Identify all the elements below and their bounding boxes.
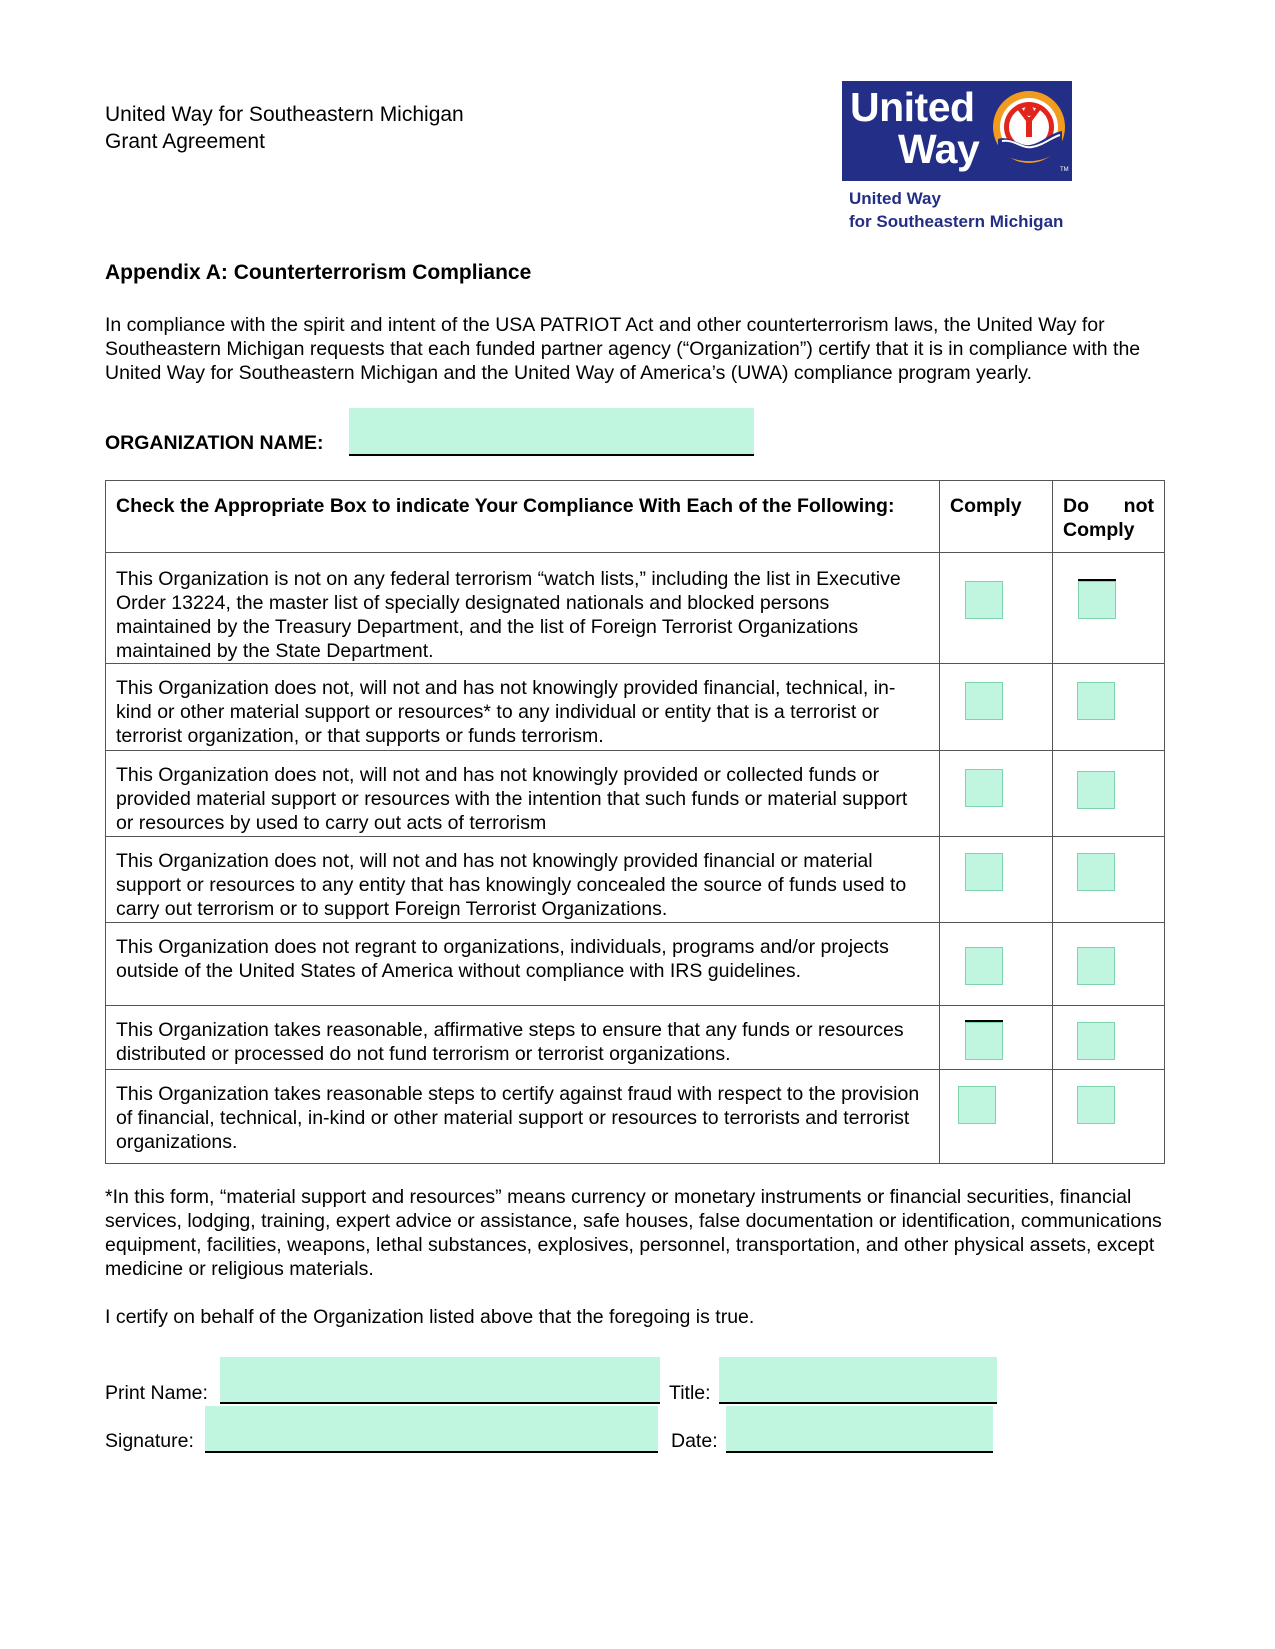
- statement-text: This Organization does not, will not and has not knowingly provided financial or material support or resources to any entity that has knowingly concealed the source of funds used to carry out terrorism or to support Foreign Terrorist Organizations.: [106, 837, 940, 923]
- organization-name-label: ORGANIZATION NAME:: [105, 432, 324, 454]
- logo-sub-line1: United Way: [849, 189, 941, 208]
- comply-checkbox[interactable]: [965, 1022, 1003, 1060]
- united-way-logo: [842, 81, 1078, 236]
- do-not-comply-checkbox[interactable]: [1078, 581, 1116, 619]
- header-document-type: Grant Agreement: [105, 130, 265, 153]
- comply-cell: [940, 837, 1053, 923]
- intro-paragraph: In compliance with the spirit and intent of the USA PATRIOT Act and other counterterrorism laws, the United Way for Southeastern Michigan requests that each funded partner agency (“Organization”) certify that it is in compliance with the United Way for Southeastern Michigan and the United Way of America’s (UWA) compliance program yearly.: [105, 314, 1141, 384]
- statement-text: This Organization does not, will not and has not knowingly provided or collected funds or provided material support or resources with the intention that such funds or material support or resources by used to carry out acts of terrorism: [106, 751, 940, 837]
- logo-word-way: Way: [898, 126, 980, 172]
- logo-block: [842, 81, 1072, 181]
- do-not-comply-cell: [1053, 1006, 1165, 1070]
- statement-text: This Organization takes reasonable steps to certify against fraud with respect to the provision of financial, technical, in-kind or other material support or resources to terrorists and terrorist organizations.: [106, 1070, 940, 1164]
- do-not-comply-checkbox[interactable]: [1077, 947, 1115, 985]
- logo-word-united: United: [850, 84, 975, 130]
- certification-statement: I certify on behalf of the Organization listed above that the foregoing is true.: [105, 1306, 755, 1328]
- print-name-field[interactable]: [220, 1357, 660, 1404]
- header-comply-word: Comply: [1063, 519, 1135, 541]
- date-label: Date:: [671, 1430, 718, 1452]
- table-row: [106, 1070, 1165, 1164]
- table-row: [106, 923, 1165, 1006]
- do-not-comply-checkbox[interactable]: [1077, 771, 1115, 809]
- print-name-label: Print Name:: [105, 1382, 208, 1404]
- page-title: Appendix A: Counterterrorism Compliance: [105, 261, 532, 284]
- table-row: [106, 837, 1165, 923]
- comply-checkbox[interactable]: [965, 682, 1003, 720]
- statement-text: This Organization takes reasonable, affirmative steps to ensure that any funds or resources distributed or processed do not fund terrorism or terrorist organizations.: [106, 1006, 940, 1070]
- organization-name-field[interactable]: [349, 408, 754, 456]
- header-organization: United Way for Southeastern Michigan: [105, 103, 464, 126]
- header-statement: Check the Appropriate Box to indicate Your Compliance With Each of the Following:: [106, 481, 940, 553]
- do-not-comply-cell: [1053, 923, 1165, 1006]
- date-field[interactable]: [726, 1406, 993, 1453]
- statement-text: This Organization does not, will not and has not knowingly provided financial, technical, in-kind or other material support or resources* to any individual or entity that is a terrorist or terrorist organization, or that supports or funds terrorism.: [106, 664, 940, 751]
- statement-text: This Organization is not on any federal terrorism “watch lists,” including the list in Executive Order 13224, the master list of specially designated nationals and blocked persons maintained by the Treasury Department, and the list of Foreign Terrorist Organizations maintained by the State Department.: [106, 553, 940, 664]
- title-field[interactable]: [719, 1357, 997, 1404]
- comply-cell: [940, 553, 1053, 664]
- title-label: Title:: [669, 1382, 711, 1404]
- table-header-row: [106, 481, 1165, 553]
- table-row: [106, 751, 1165, 837]
- do-not-comply-cell: [1053, 553, 1165, 664]
- table-row: [106, 664, 1165, 751]
- do-not-comply-cell: [1053, 837, 1165, 923]
- header-comply: Comply: [940, 481, 1053, 553]
- statement-text: This Organization does not regrant to organizations, individuals, programs and/or projects outside of the United States of America without compliance with IRS guidelines.: [106, 923, 940, 1006]
- do-not-comply-cell: [1053, 751, 1165, 837]
- comply-cell: [940, 1070, 1053, 1164]
- do-not-comply-checkbox[interactable]: [1077, 1022, 1115, 1060]
- material-support-footnote: *In this form, “material support and resources” means currency or monetary instruments or financial securities, financial services, lodging, training, expert advice or assistance, safe houses, false documentation or identification, communications equipment, facilities, weapons, lethal substances, explosives, personnel, transportation, and other physical assets, except medicine or religious materials.: [105, 1186, 1162, 1280]
- header-not-word: not: [1123, 495, 1154, 517]
- comply-cell: [940, 664, 1053, 751]
- compliance-table: [105, 480, 1165, 1164]
- do-not-comply-cell: [1053, 664, 1165, 751]
- hand-rainbow-icon: [990, 87, 1068, 175]
- comply-cell: [940, 751, 1053, 837]
- comply-checkbox[interactable]: [965, 853, 1003, 891]
- document-header: [105, 101, 464, 155]
- signature-label: Signature:: [105, 1430, 194, 1452]
- comply-cell: [940, 1006, 1053, 1070]
- do-not-comply-cell: [1053, 1070, 1165, 1164]
- logo-subtitle: [849, 187, 1063, 233]
- comply-checkbox[interactable]: [965, 947, 1003, 985]
- header-do-word: Do: [1063, 495, 1090, 517]
- logo-sub-line2: for Southeastern Michigan: [849, 212, 1064, 231]
- comply-checkbox[interactable]: [958, 1086, 996, 1124]
- comply-checkbox[interactable]: [965, 581, 1003, 619]
- table-row: [106, 1006, 1165, 1070]
- comply-checkbox[interactable]: [965, 769, 1003, 807]
- signature-field[interactable]: [205, 1406, 658, 1453]
- comply-cell: [940, 923, 1053, 1006]
- do-not-comply-checkbox[interactable]: [1077, 1086, 1115, 1124]
- table-row: [106, 553, 1165, 664]
- do-not-comply-checkbox[interactable]: [1077, 853, 1115, 891]
- logo-trademark: TM: [1060, 167, 1069, 173]
- do-not-comply-checkbox[interactable]: [1077, 682, 1115, 720]
- header-do-not-comply: [1053, 481, 1165, 553]
